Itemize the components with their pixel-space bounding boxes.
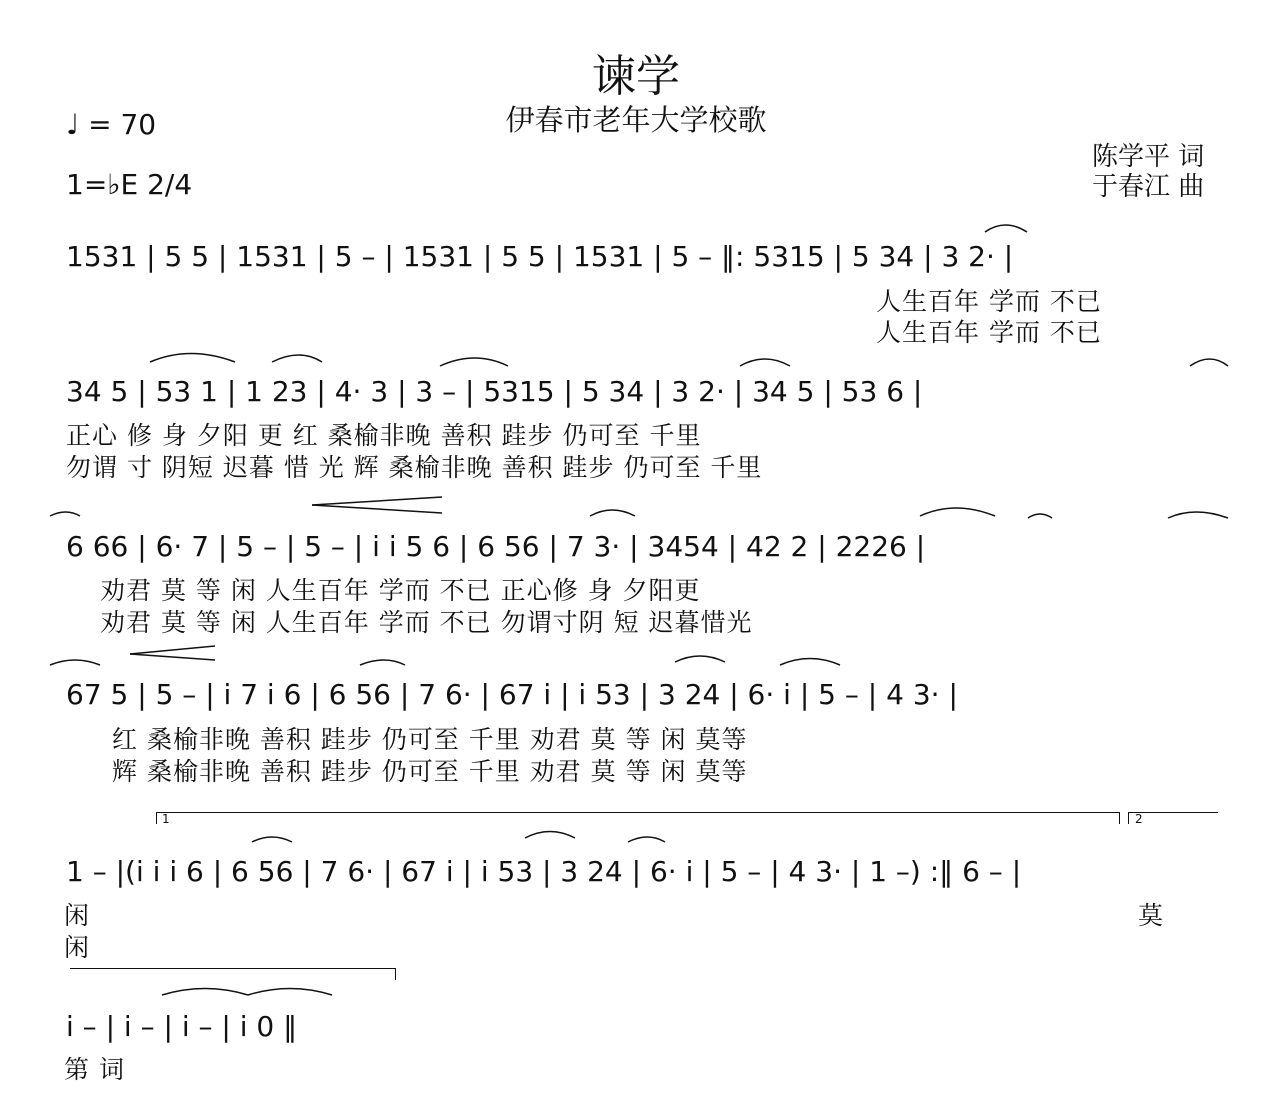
lyric-line-3b: 劝君 莫 等 闲 人生百年 学而 不已 勿谓寸阴 短 迟暮惜光 [100,608,753,637]
crescendo-line [130,646,215,654]
slur [360,660,405,665]
slur [272,355,322,362]
song-title: 谏学 [592,51,680,102]
volta-2-number: 2 [1135,812,1143,826]
slur [150,354,235,363]
score-line-5: 1 – |(i i i 6 | 6 56 | 7 6· | 67 i | i 53 | 3 24 | 6· i | 5 – | 4 3· | 1 –) :‖ 6 – | [66,855,1022,888]
tempo-marking: ♩ = 70 [66,108,157,141]
lyric-line-5-right: 莫 [1138,901,1165,930]
slur [675,656,725,662]
slur [440,358,508,366]
lyric-line-3a: 劝君 莫 等 闲 人生百年 学而 不已 正心修 身 夕阳更 [100,576,701,605]
lyric-line-2b: 勿谓 寸 阴短 迟暮 惜 光 辉 桑榆非晚 善积 跬步 仍可至 千里 [66,453,763,482]
lyric-line-4a: 红 桑榆非晚 善积 跬步 仍可至 千里 劝君 莫 等 闲 莫等 [112,725,748,754]
lyric-line-2a: 正心 修 身 夕阳 更 红 桑榆非晚 善积 跬步 仍可至 千里 [66,421,702,450]
slur [985,225,1027,232]
crescendo-line [312,497,442,505]
slur [252,837,292,842]
slur [1168,512,1228,518]
slur [525,832,575,839]
song-subtitle: 伊春市老年大学校歌 [505,103,767,137]
slur [628,837,665,842]
lyric-line-1b: 人生百年 学而 不已 [876,318,1102,347]
score-line-4: 67 5 | 5 – | i 7 i 6 | 6 56 | 7 6· | 67 i | i 53 | 3 24 | 6· i | 5 – | 4 3· | [66,678,958,711]
slur [162,989,248,996]
slur [1028,514,1052,518]
slur [920,508,995,516]
slur [50,512,80,516]
lyricist: 陈学平 词 [1092,142,1205,172]
crescendo-line [130,654,215,660]
slur [50,660,100,665]
score-line-6: i – | i – | i – | i 0 ‖ [66,1010,298,1043]
score-line-3: 6 66 | 6· 7 | 5 – | 5 – | i i 5 6 | 6 56 | 7 3· | 3454 | 42 2 | 2226 | [66,530,926,563]
score-line-1: 1531 | 5 5 | 1531 | 5 – | 1531 | 5 5 | 1531 | 5 – ‖: 5315 | 5 34 | 3 2· | [66,240,1014,273]
slur [1190,359,1228,366]
lyric-line-5a: 闲 [64,901,91,930]
lyric-line-6: 第 词 [64,1055,125,1084]
lyric-line-4b: 辉 桑榆非晚 善积 跬步 仍可至 千里 劝君 莫 等 闲 莫等 [112,757,748,786]
lyric-line-1a: 人生百年 学而 不已 [876,287,1102,316]
lyric-line-5b: 闲 [64,933,91,962]
volta-1-number: 1 [162,812,170,826]
slur [248,989,332,996]
slur [780,659,840,666]
composer: 于春江 曲 [1092,172,1205,202]
crescendo-line [312,505,442,513]
key-signature: 1=♭E 2/4 [66,168,193,201]
slur [740,359,790,366]
score-line-2: 34 5 | 53 1 | 1 23 | 4· 3 | 3 – | 5315 | 5 34 | 3 2· | 34 5 | 53 6 | [66,375,923,408]
slur [590,510,635,516]
